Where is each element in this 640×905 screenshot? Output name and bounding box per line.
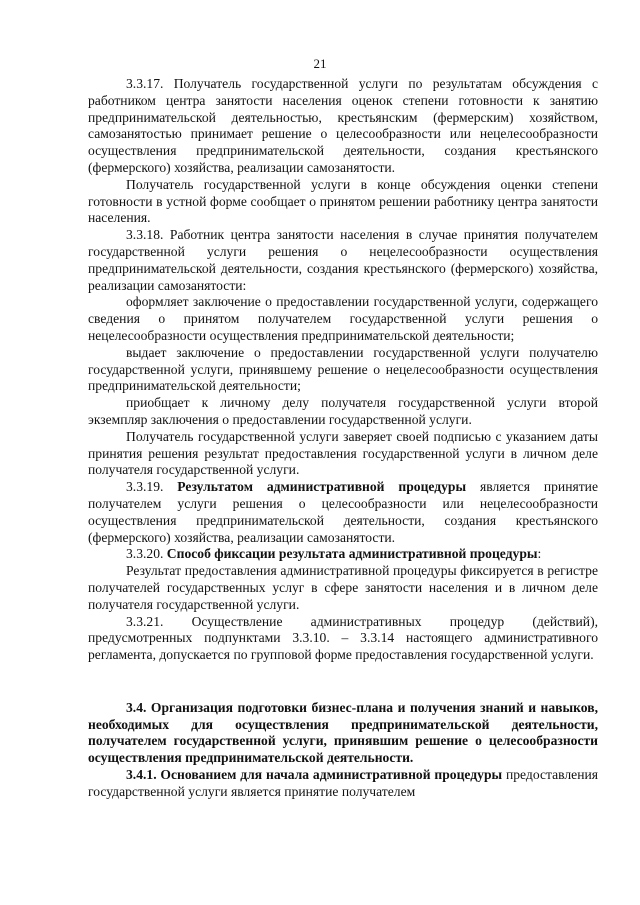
- paragraph-3-3-19-number: 3.3.19.: [126, 479, 164, 495]
- paragraph-3-4-1-text: предоставления государственной услуги является принятие получателем: [88, 767, 598, 799]
- paragraph-3-3-19-bold: Результатом административной процедуры: [177, 479, 467, 495]
- paragraph-3-3-20-number: 3.3.20.: [126, 546, 164, 562]
- section-gap: [88, 664, 598, 700]
- section-heading-3-4: 3.4. Организация подготовки бизнес-плана и получения знаний и навыков, необходимых для осуществления предпринимательской деятельности, получателем государственной услуги, принявшим решение о целесообразности осуществления предпринимательской деятельности.: [88, 699, 598, 766]
- paragraph-3-3-17: 3.3.17. Получатель государственной услуги по результатам обсуждения с работником центра занятости населения оценок степени готовности к занятию предпринимательской деятельностью, крестьянским (фермерским) хозяйством, самозанятостью принимает решение о целесообразности или нецелесообразности осуществления предпринимательской деятельности, создания крестьянского (фермерского) хозяйства, реализации самозанятости.: [88, 76, 598, 175]
- paragraph-3-3-17-oral-decision: Получатель государственной услуги в конце обсуждения оценки степени готовности в устной форме сообщает о принятом решении работнику центра занятости населения.: [88, 176, 598, 226]
- page-number: 21: [313, 56, 327, 71]
- paragraph-3-3-20: [88, 546, 598, 563]
- paragraph-3-3-19-text: является принятие получателем услуги решения о целесообразности или нецелесообразности осуществления предпринимательской деятельности, создания крестьянского (фермерского) хозяйства, реализации самозанятости.: [88, 479, 598, 545]
- paragraph-3-3-21: 3.3.21. Осуществление административных процедур (действий), предусмотренных подпунктами 3.3.10. – 3.3.14 настоящего административного регламента, допускается по групповой форме предоставления государственной услуги.: [88, 613, 598, 663]
- paragraph-3-3-18-prepares: оформляет заключение о предоставлении государственной услуги, содержащего сведения о принятом получателем государственной услуги решения о нецелесообразности осуществления предпринимательской деятельности;: [88, 294, 598, 343]
- paragraph-3-4-1: [88, 767, 598, 801]
- paragraph-3-3-19: [88, 479, 598, 546]
- paragraph-3-3-18: 3.3.18. Работник центра занятости населения в случае принятия получателем государственной услуги решения о нецелесообразности осуществления предпринимательской деятельности, создания крестьянского (фермерского) хозяйства, реализации самозанятости:: [88, 227, 598, 293]
- document-body: [88, 76, 598, 801]
- paragraph-3-3-18-issues: выдает заключение о предоставлении государственной услуги получателю государственной услуги, принявшему решение о нецелесообразности осуществления предпринимательской деятельности;: [88, 344, 598, 394]
- paragraph-3-3-18-attaches: приобщает к личному делу получателя государственной услуги второй экземпляр заключения о предоставлении государственной услуги.: [88, 395, 598, 427]
- paragraph-3-3-20-registry: Результат предоставления административной процедуры фиксируется в регистре получателей государственных услуг в сфере занятости населения и в личном деле получателя государственной услуги.: [88, 563, 598, 612]
- paragraph-3-3-20-colon: :: [537, 546, 542, 562]
- paragraph-3-3-18-signature: Получатель государственной услуги заверяет своей подписью с указанием даты принятия решения результат предоставления государственной услуги в личном деле получателя государственной услуги.: [88, 428, 598, 478]
- paragraph-3-4-1-bold: 3.4.1. Основанием для начала административной процедуры: [126, 767, 503, 783]
- paragraph-3-3-20-bold: Способ фиксации результата административной процедуры: [166, 546, 538, 562]
